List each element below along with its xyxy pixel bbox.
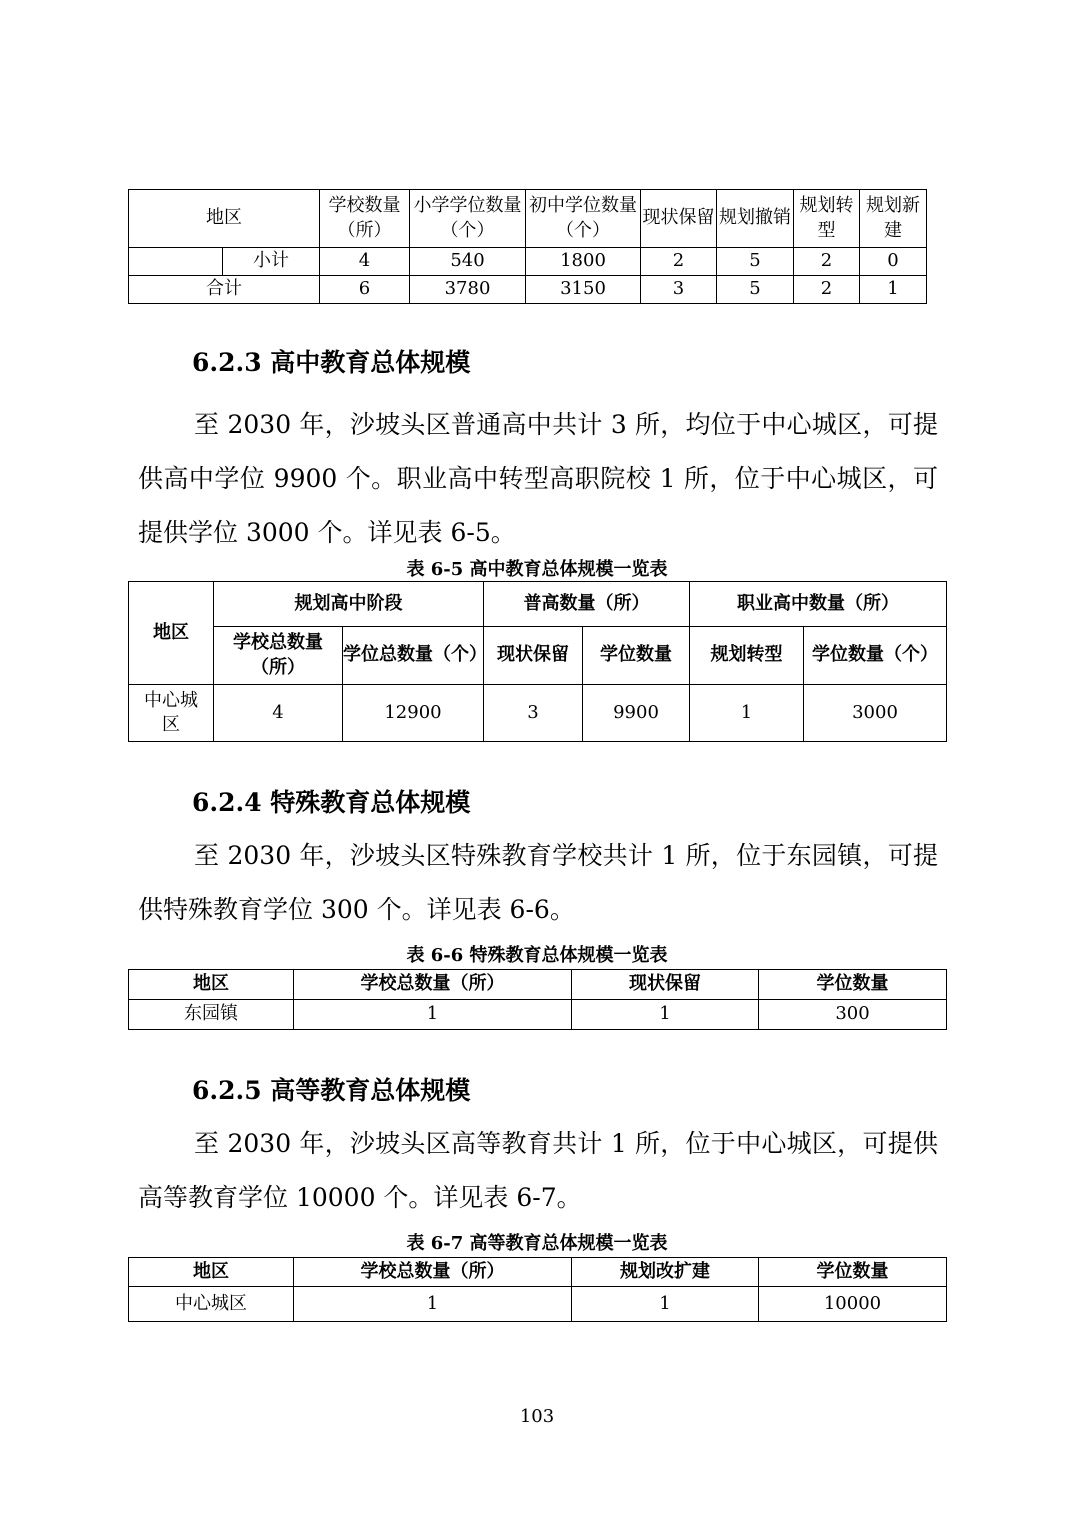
table-caption-6-7: 表 6-7 高等教育总体规模一览表 [406, 1233, 668, 1254]
row-label: 小计 [223, 248, 320, 276]
empty-cell [129, 248, 223, 276]
cell: 1 [572, 1287, 759, 1322]
cell: 3 [641, 276, 717, 304]
table-caption-6-6: 表 6-6 特殊教育总体规模一览表 [406, 945, 668, 966]
header-retained: 现状保留 [484, 627, 583, 685]
cell: 300 [759, 1000, 947, 1030]
header-retained: 现状保留 [641, 190, 717, 248]
cell: 2 [794, 276, 860, 304]
table-row [129, 1000, 947, 1030]
section-paragraph-624: 至 2030 年，沙坡头区特殊教育学校共计 1 所，位于东园镇，可提供特殊教育学位 300 个。详见表 6-6。 [138, 841, 938, 924]
header-seat-count: 学位数量 [759, 1258, 947, 1287]
table-6-6 [128, 969, 947, 1030]
header-new: 规划新建 [860, 190, 927, 248]
cell: 1 [572, 1000, 759, 1030]
header-region: 地区 [129, 970, 294, 1000]
table-6-7 [128, 1257, 947, 1322]
cell: 东园镇 [129, 1000, 294, 1030]
cell: 1 [860, 276, 927, 304]
cell: 1 [294, 1287, 572, 1322]
cell: 12900 [343, 685, 484, 742]
cell: 540 [410, 248, 526, 276]
header-seat-total: 学位总数量（个） [343, 627, 484, 685]
section-heading-624: 6.2.4 特殊教育总体规模 [192, 788, 471, 817]
cell: 0 [860, 248, 927, 276]
header-revoked: 规划撤销 [717, 190, 794, 248]
cell: 6 [320, 276, 410, 304]
row-label: 合计 [129, 276, 320, 304]
cell: 1 [294, 1000, 572, 1030]
header-seat-count: 学位数量 [583, 627, 690, 685]
table-row [129, 685, 947, 742]
header-renovation: 规划改扩建 [572, 1258, 759, 1287]
header-planned-high-school: 规划高中阶段 [214, 582, 484, 627]
header-converted: 规划转型 [794, 190, 860, 248]
section-heading-625: 6.2.5 高等教育总体规模 [192, 1076, 471, 1105]
section-heading-623: 6.2.3 高中教育总体规模 [192, 348, 471, 377]
table-row [129, 1287, 947, 1322]
header-retained: 现状保留 [572, 970, 759, 1000]
header-seat-count-units: 学位数量（个） [804, 627, 947, 685]
cell: 中心城区 [129, 1287, 294, 1322]
header-school-total: 学校总数量（所） [214, 627, 343, 685]
header-vocational-high: 职业高中数量（所） [690, 582, 947, 627]
header-region: 地区 [129, 582, 214, 685]
table-caption-6-5: 表 6-5 高中教育总体规模一览表 [406, 559, 668, 580]
table-6-5 [128, 581, 947, 742]
table-row [129, 248, 927, 276]
cell: 2 [641, 248, 717, 276]
cell: 9900 [583, 685, 690, 742]
header-school-count: 学校数量（所） [320, 190, 410, 248]
cell: 1800 [526, 248, 641, 276]
cell: 3000 [804, 685, 947, 742]
table-row [129, 276, 927, 304]
section-paragraph-623: 至 2030 年，沙坡头区普通高中共计 3 所，均位于中心城区，可提供高中学位 9900 个。职业高中转型高职院校 1 所，位于中心城区，可提供学位 3000 个。详见表 6-5。 [138, 410, 938, 547]
header-region: 地区 [129, 1258, 294, 1287]
cell: 4 [320, 248, 410, 276]
row-region: 中心城区 [129, 685, 214, 742]
cell: 4 [214, 685, 343, 742]
cell: 2 [794, 248, 860, 276]
cell: 10000 [759, 1287, 947, 1322]
header-school-total: 学校总数量（所） [294, 970, 572, 1000]
header-primary-seats: 小学学位数量（个） [410, 190, 526, 248]
header-school-total: 学校总数量（所） [294, 1258, 572, 1287]
cell: 5 [717, 276, 794, 304]
header-converted: 规划转型 [690, 627, 804, 685]
cell: 3150 [526, 276, 641, 304]
cell: 5 [717, 248, 794, 276]
section-paragraph-625: 至 2030 年，沙坡头区高等教育共计 1 所，位于中心城区，可提供高等教育学位 10000 个。详见表 6-7。 [138, 1129, 938, 1212]
page-number: 103 [519, 1406, 555, 1427]
table-primary-middle-continued [128, 189, 927, 304]
cell: 3 [484, 685, 583, 742]
header-region: 地区 [129, 190, 320, 248]
header-middle-seats: 初中学位数量（个） [526, 190, 641, 248]
cell: 1 [690, 685, 804, 742]
cell: 3780 [410, 276, 526, 304]
header-general-high: 普高数量（所） [484, 582, 690, 627]
header-seat-count: 学位数量 [759, 970, 947, 1000]
